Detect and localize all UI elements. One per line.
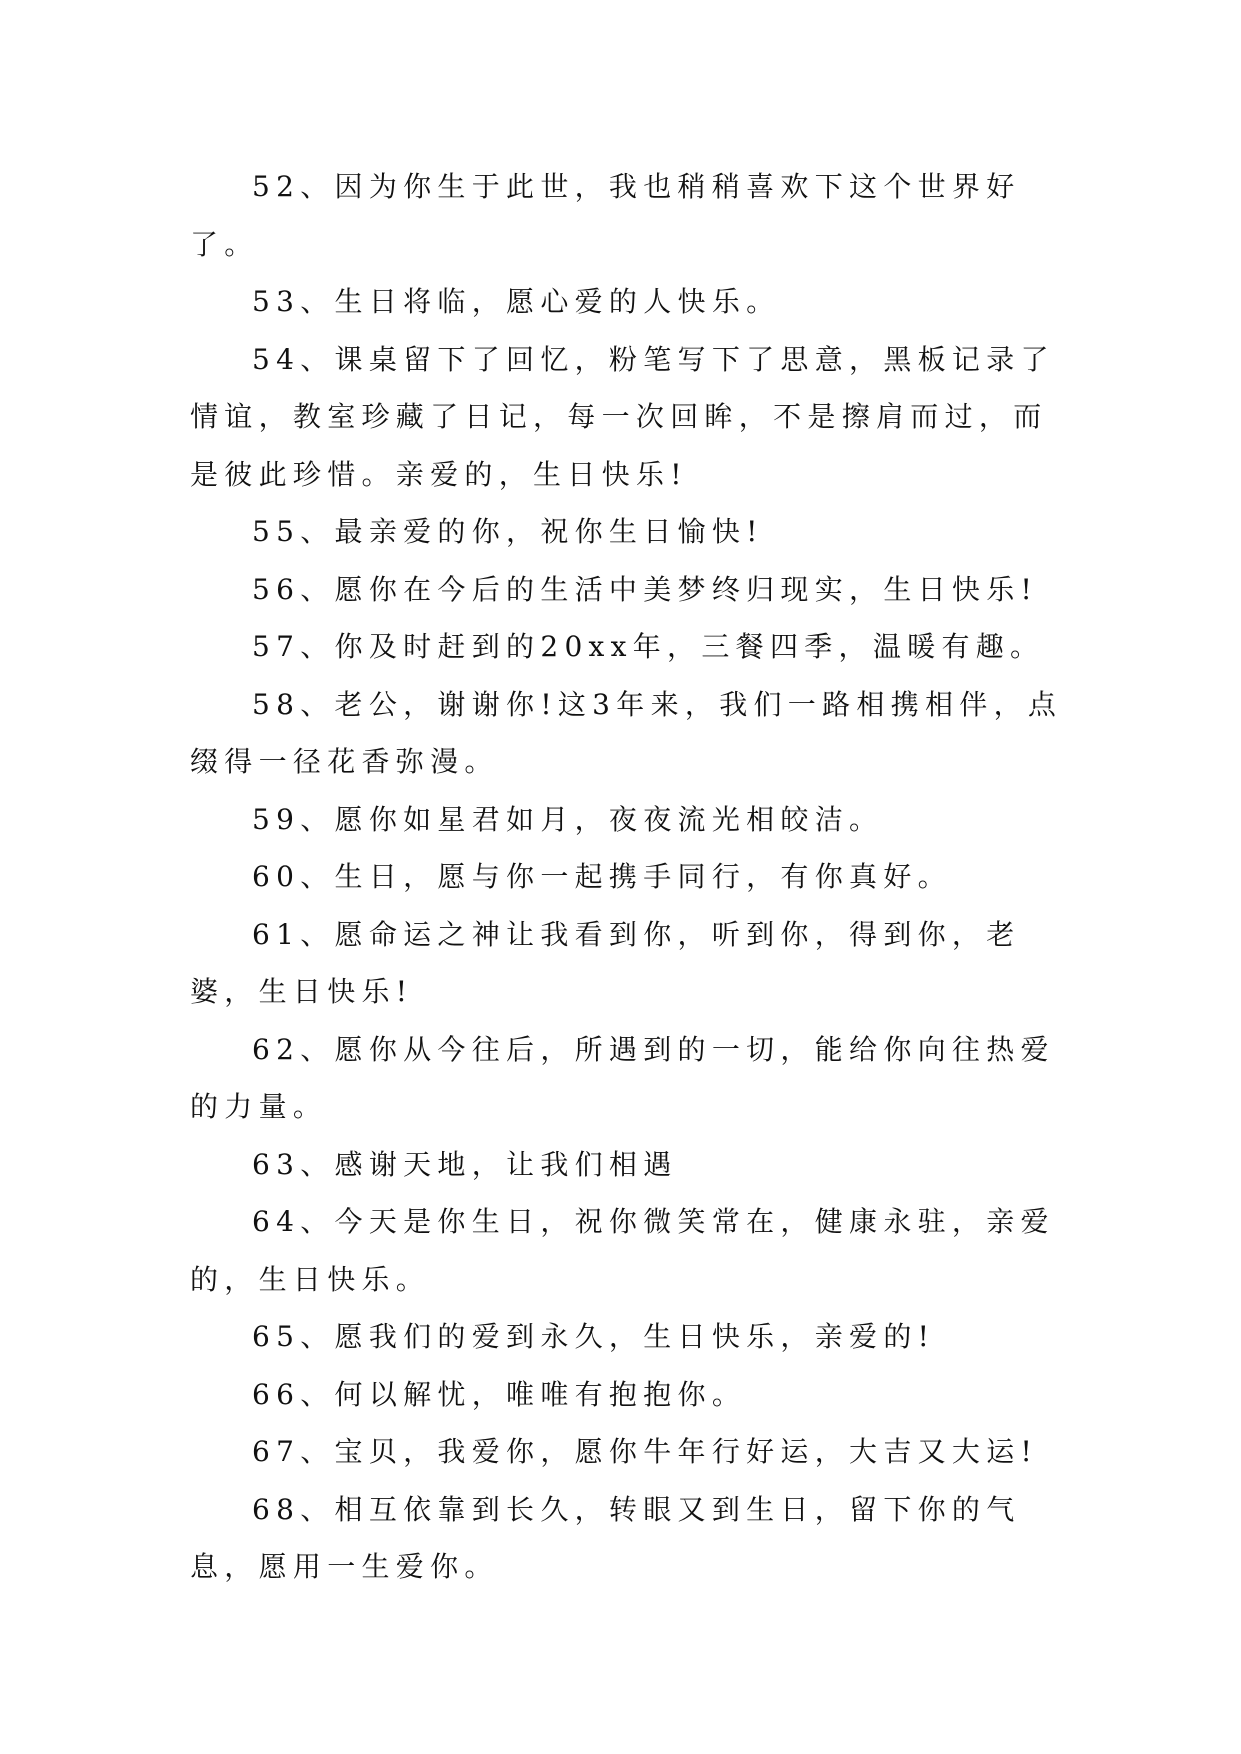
paragraph-68: 68、相互依靠到长久，转眼又到生日，留下你的气息，愿用一生爱你。 [190, 1492, 1021, 1583]
paragraph-56: 56、愿你在今后的生活中美梦终归现实，生日快乐! [252, 572, 1039, 606]
paragraph-63: 63、感谢天地，让我们相遇 [252, 1147, 678, 1181]
paragraph-65: 65、愿我们的爱到永久，生日快乐，亲爱的! [252, 1320, 936, 1353]
paragraph-55: 55、最亲爱的你，祝你生日愉快! [252, 515, 764, 548]
document-body [190, 158, 1080, 1596]
paragraph-53: 53、生日将临，愿心爱的人快乐。 [252, 285, 781, 318]
paragraph-52: 52、因为你生于此世，我也稍稍喜欢下这个世界好了。 [190, 170, 1021, 261]
paragraph-67: 67、宝贝，我爱你，愿你牛年行好运，大吉又大运! [252, 1435, 1039, 1468]
paragraph-61: 61、愿命运之神让我看到你，听到你，得到你，老婆，生日快乐! [190, 917, 1021, 1008]
paragraph-58: 58、老公，谢谢你!这3年来，我们一路相携相伴，点缀得一径花香弥漫。 [190, 687, 1063, 778]
paragraph-60: 60、生日，愿与你一起携手同行，有你真好。 [252, 860, 952, 893]
paragraph-59: 59、愿你如星君如月，夜夜流光相皎洁。 [252, 802, 884, 836]
paragraph-62: 62、愿你从今往后，所遇到的一切，能给你向往热爱的力量。 [190, 1032, 1055, 1123]
paragraph-64: 64、今天是你生日，祝你微笑常在，健康永驻，亲爱的，生日快乐。 [190, 1205, 1055, 1296]
paragraph-54: 54、课桌留下了回忆，粉笔写下了思意，黑板记录了情谊，教室珍藏了日记，每一次回眸，不是擦肩而过，而是彼此珍惜。亲爱的，生日快乐! [190, 342, 1055, 491]
paragraph-57: 57、你及时赶到的20xx年，三餐四季，温暖有趣。 [252, 630, 1045, 663]
paragraph-66: 66、何以解忧，唯唯有抱抱你。 [252, 1377, 747, 1411]
